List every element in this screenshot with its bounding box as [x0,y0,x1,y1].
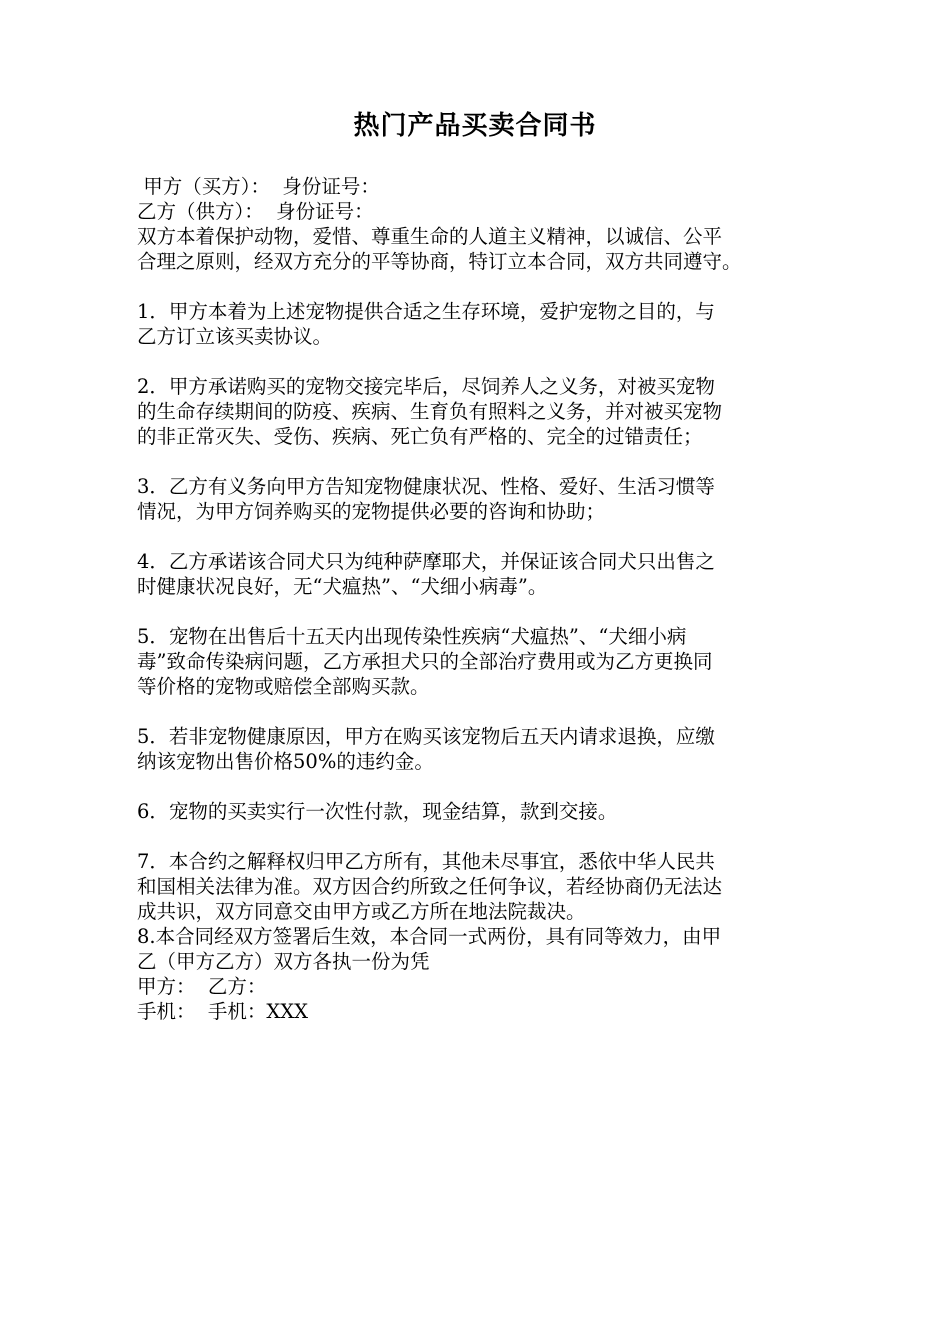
paragraph-gap [137,774,817,799]
clause-5b-line: 纳该宠物出售价格50%的违约金。 [137,750,434,773]
party-a-line: 甲方（买方）： 身份证号： [137,175,380,198]
clause-5-line: 毒”致命传染病问题，乙方承担犬只的全部治疗费用或为乙方更换同 [137,650,713,673]
clause-3-line: 3．乙方有义务向甲方告知宠物健康状况、性格、爱好、生活习惯等 [137,475,715,498]
clause-2-line: 的生命存续期间的防疫、疾病、生育负有照料之义务，并对被买宠物 [137,400,723,423]
phone-line: 手机： 手机：XXX [137,1000,309,1023]
clause-8-line: 乙（甲方乙方）双方各执一份为凭 [137,950,430,973]
document-title: 热门产品买卖合同书 [353,111,597,141]
paragraph-gap [137,449,817,474]
clause-6-line: 6．宠物的买卖实行一次性付款，现金结算，款到交接。 [137,800,618,823]
clause-7-line: 7．本合约之解释权归甲乙方所有，其他未尽事宜，悉依中华人民共 [137,850,715,873]
clause-2-line: 2．甲方承诺购买的宠物交接完毕后，尽饲养人之义务，对被买宠物 [137,375,715,398]
paragraph-gap [137,524,817,549]
clause-7-line: 和国相关法律为准。双方因合约所致之任何争议，若经协商仍无法达 [137,875,723,898]
document-body [137,174,817,1024]
paragraph-gap [137,824,817,849]
paragraph-gap [137,349,817,374]
clause-7-line: 成共识，双方同意交由甲方或乙方所在地法院裁决。 [137,900,586,923]
signature-line: 甲方： 乙方： [137,975,267,998]
clause-2-line: 的非正常灭失、受伤、疾病、死亡负有严格的、完全的过错责任； [137,425,703,448]
paragraph-gap [137,274,817,299]
clause-5b-line: 5．若非宠物健康原因，甲方在购买该宠物后五天内请求退换，应缴 [137,725,715,748]
clause-4-line: 4．乙方承诺该合同犬只为纯种萨摩耶犬，并保证该合同犬只出售之 [137,550,715,573]
preamble-line: 双方本着保护动物，爱惜、尊重生命的人道主义精神，以诚信、公平 [137,225,723,248]
clause-1-line: 乙方订立该买卖协议。 [137,325,333,348]
paragraph-gap [137,699,817,724]
clause-5-line: 等价格的宠物或赔偿全部购买款。 [137,675,430,698]
clause-8-line: 8.本合同经双方签署后生效，本合同一式两份，具有同等效力，由甲 [137,925,722,948]
preamble-line: 合理之原则，经双方充分的平等协商，特订立本合同，双方共同遵守。 [137,250,742,273]
clause-1-line: 1．甲方本着为上述宠物提供合适之生存环境，爱护宠物之目的，与 [137,300,715,323]
party-b-line: 乙方（供方）： 身份证号： [137,200,374,223]
clause-5-line: 5．宠物在出售后十五天内出现传染性疾病“犬瘟热”、“犬细小病 [137,625,687,648]
clause-4-line: 时健康状况良好，无“犬瘟热”、“犬细小病毒”。 [137,575,548,598]
clause-3-line: 情况，为甲方饲养购买的宠物提供必要的咨询和协助； [137,500,606,523]
paragraph-gap [137,599,817,624]
